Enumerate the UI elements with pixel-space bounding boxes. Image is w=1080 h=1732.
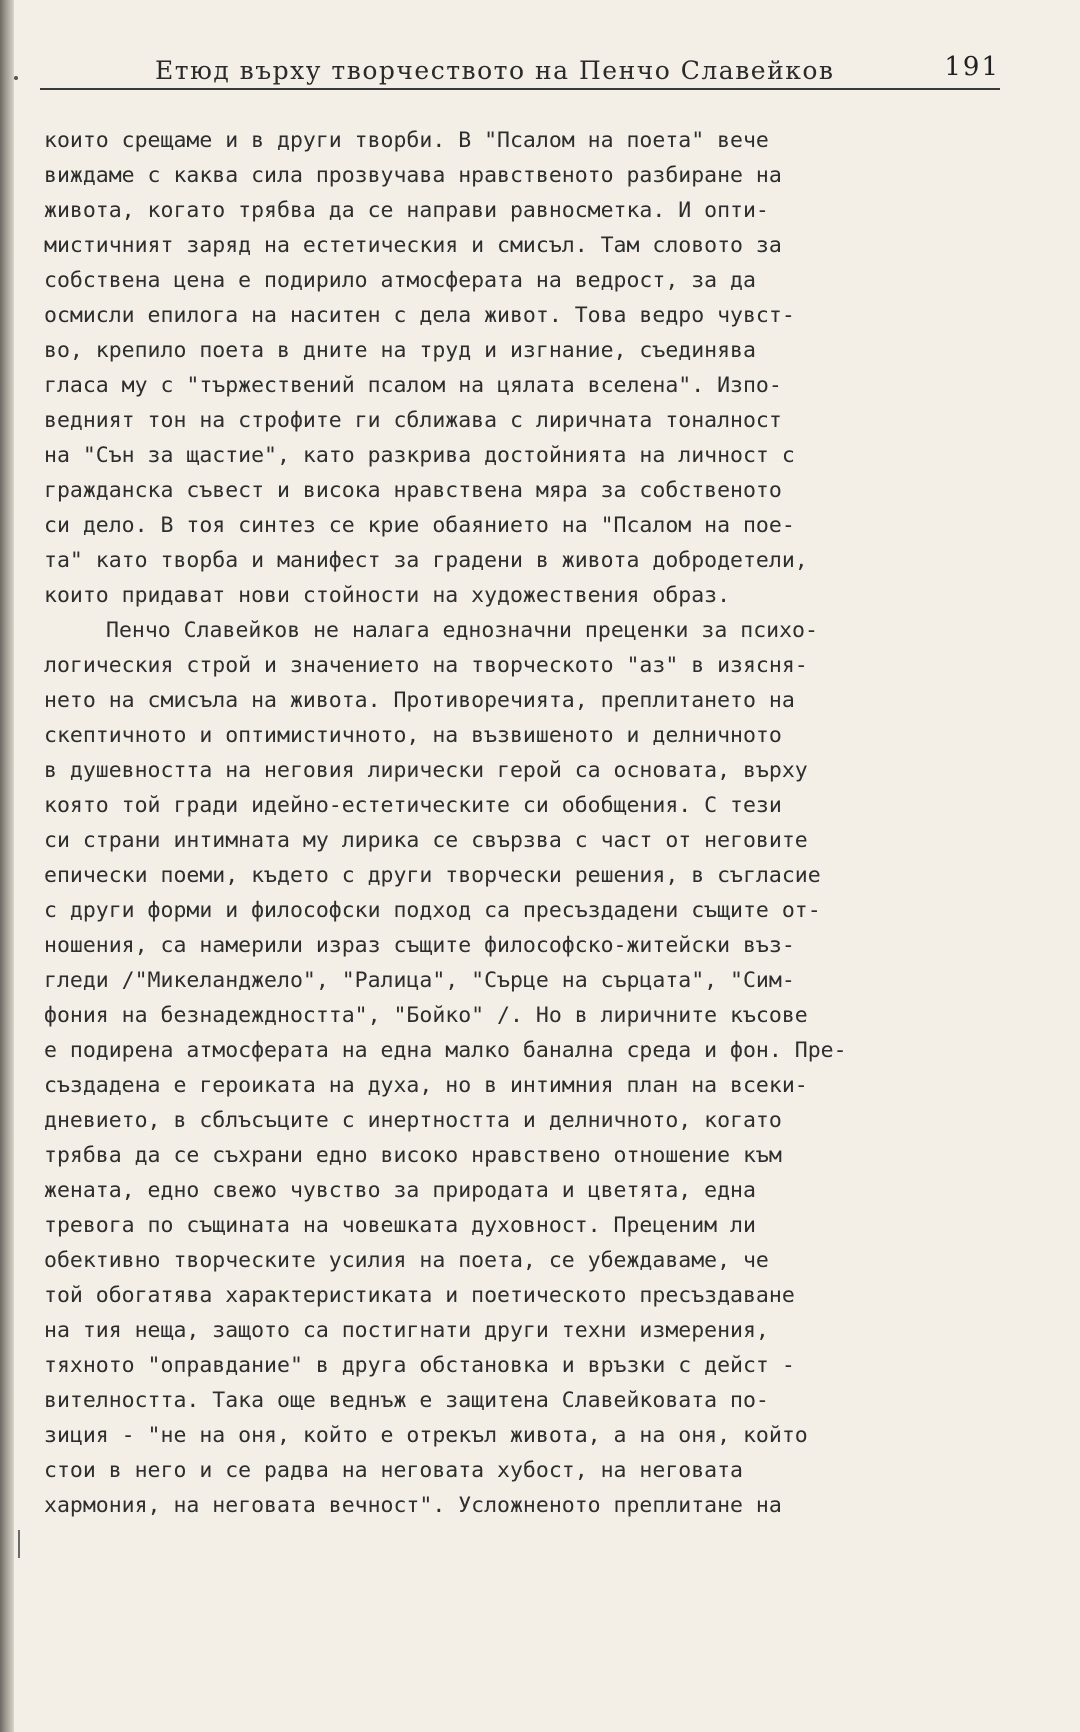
paragraph-start-line: Пенчо Славейков не налага еднозначни преценки за психо- — [106, 618, 818, 643]
page-number: 191 — [944, 52, 1000, 82]
text-line: е подирена атмосферата на една малко банална среда и фон. Пре- — [44, 1038, 847, 1063]
text-line: логическия строй и значението на творческото "аз" в изясня- — [44, 653, 808, 678]
text-line: ношения, са намерили израз същите философско-житейски въз- — [44, 933, 795, 958]
text-line: гласа му с "тържествений псалом на цялата вселена". Изпо- — [44, 373, 782, 398]
text-line: та" като творба и манифест за градени в живота добродетели, — [44, 548, 808, 573]
text-line: създадена е героиката на духа, но в интимния план на всеки- — [44, 1073, 808, 1098]
text-line: зиция - "не на оня, който е отрекъл живота, а на оня, който — [44, 1423, 808, 1448]
text-line: тревога по същината на човешката духовност. Преценим ли — [44, 1213, 756, 1238]
text-line: на тия неща, защото са постигнати други техни измерения, — [44, 1318, 769, 1343]
text-line: виждаме с каква сила прозвучава нравственото разбиране на — [44, 163, 782, 188]
text-line: фония на безнадеждността", "Бойко" /. Но в лиричните късове — [44, 1003, 808, 1028]
text-line: осмисли епилога на наситен с дела живот. Това ведро чувст- — [44, 303, 795, 328]
text-line: си дело. В тоя синтез се крие обаянието на "Псалом на пое- — [44, 513, 795, 538]
text-line: гледи /"Микеланджело", "Ралица", "Сърце на сърцата", "Сим- — [44, 968, 795, 993]
text-line: епически поеми, където с други творчески решения, в съгласие — [44, 863, 821, 888]
text-line: той обогатява характеристиката и поетическото пресъздаване — [44, 1283, 795, 1308]
text-line: трябва да се съхрани едно високо нравствено отношение към — [44, 1143, 782, 1168]
text-line: които срещаме и в други творби. В "Псалом на поета" вече — [44, 128, 769, 153]
text-line: гражданска съвест и висока нравствена мяра за собственото — [44, 478, 782, 503]
text-line: стои в него и се радва на неговата хубост, на неговата — [44, 1458, 743, 1483]
text-line: жената, едно свежо чувство за природата и цветята, една — [44, 1178, 756, 1203]
running-header — [40, 52, 1000, 90]
text-line: на "Сън за щастие", като разкрива достойнията на личност с — [44, 443, 795, 468]
text-line: дневието, в сблъсъците с инертността и делничното, когато — [44, 1108, 782, 1133]
text-line: хармония, на неговата вечност". Усложненото преплитане на — [44, 1493, 782, 1518]
text-line: вителността. Така още веднъж е защитена Славейковата по- — [44, 1388, 769, 1413]
text-line: с други форми и философски подход са пресъздадени същите от- — [44, 898, 821, 923]
text-line: ведният тон на строфите ги сближава с лиричната тоналност — [44, 408, 782, 433]
text-line: която той гради идейно-естетическите си обобщения. С тези — [44, 793, 782, 818]
text-line: нето на смисъла на живота. Противоречията, преплитането на — [44, 688, 795, 713]
text-line: обективно творческите усилия на поета, се убеждаваме, че — [44, 1248, 769, 1273]
text-line: живота, когато трябва да се направи равносметка. И опти- — [44, 198, 769, 223]
text-line: в душевността на неговия лирически герой са основата, върху — [44, 758, 808, 783]
text-line: си страни интимната му лирика се свързва с част от неговите — [44, 828, 808, 853]
text-line: мистичният заряд на естетическия и смисъл. Там словото за — [44, 233, 782, 258]
text-line: които придават нови стойности на художествения образ. — [44, 583, 731, 608]
text-line: тяхното "оправдание" в друга обстановка и връзки с дейст - — [44, 1353, 795, 1378]
text-line: во, крепило поета в дните на труд и изгнание, съединява — [44, 338, 756, 363]
body-text — [44, 123, 1034, 1523]
running-title: Етюд върху творчеството на Пенчо Славейков — [155, 56, 835, 85]
text-line: скептичното и оптимистичното, на възвишеното и делничното — [44, 723, 782, 748]
text-line: собствена цена е подирило атмосферата на ведрост, за да — [44, 268, 756, 293]
